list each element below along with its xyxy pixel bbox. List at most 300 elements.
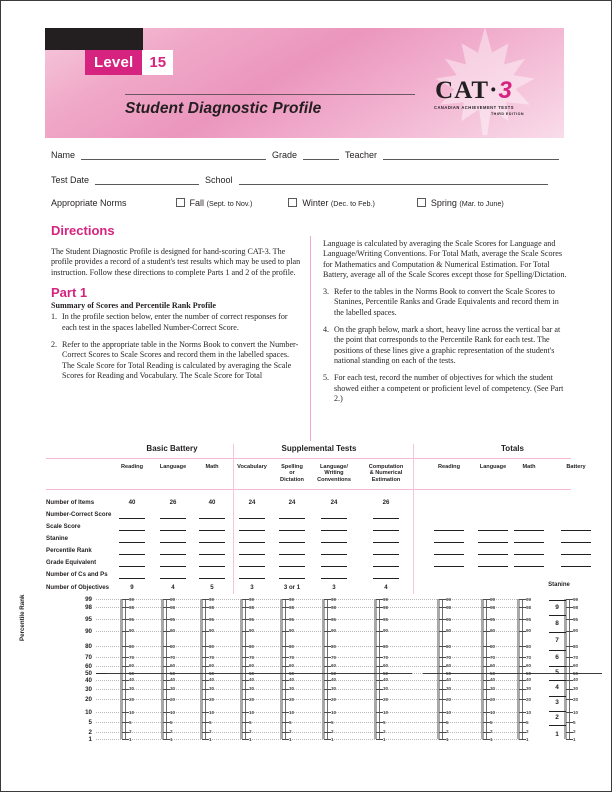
graph-tick-number: 90 [249, 628, 255, 634]
grade-input[interactable] [303, 148, 339, 160]
table-blank-entry[interactable] [239, 566, 265, 567]
graph-tick-number: 40 [490, 677, 496, 683]
form-row-name [51, 148, 566, 160]
graph-tick [324, 680, 331, 681]
graph-tick [122, 712, 129, 713]
table-blank-entry[interactable] [279, 542, 305, 543]
graph-tick-number: 95 [289, 616, 295, 622]
graph-column[interactable] [509, 591, 549, 743]
graph-column[interactable] [112, 591, 152, 743]
table-blank-entry[interactable] [119, 518, 145, 519]
graph-tick-number: 98 [289, 604, 295, 610]
column-header-line: Math [205, 464, 219, 470]
graph-tick [282, 699, 289, 700]
graph-tick [202, 680, 209, 681]
graph-tick-number: 1 [129, 736, 132, 742]
graph-tick [122, 599, 129, 600]
graph-tick-number: 1 [526, 736, 529, 742]
graph-tick [202, 599, 209, 600]
graph-tick-number: 10 [331, 709, 337, 715]
graph-tick-number: 60 [170, 663, 176, 669]
table-blank-entry[interactable] [279, 578, 305, 579]
test-date-label: Test Date [51, 175, 90, 185]
graph-tick [566, 739, 573, 740]
checkbox-winter[interactable] [288, 198, 297, 207]
table-blank-entry[interactable] [514, 542, 544, 543]
table-blank-entry[interactable] [373, 518, 399, 519]
graph-tick [282, 619, 289, 620]
graph-tick-number: 80 [249, 643, 255, 649]
graph-tick-number: 1 [209, 736, 212, 742]
direction-5-number: 5. [323, 373, 330, 383]
table-blank-entry[interactable] [321, 530, 347, 531]
graph-tick [163, 739, 170, 740]
percentile-tick-label: 30 [85, 685, 92, 693]
graph-tick [122, 680, 129, 681]
table-blank-entry[interactable] [239, 578, 265, 579]
table-blank-entry[interactable] [478, 530, 508, 531]
graph-column[interactable] [314, 591, 354, 743]
graph-tick [483, 607, 490, 608]
column-header-line: Conventions [317, 476, 351, 483]
graph-tick-number: 30 [573, 686, 579, 692]
graph-column[interactable] [192, 591, 232, 743]
graph-tick-number: 80 [170, 643, 176, 649]
table-blank-entry[interactable] [561, 542, 591, 543]
graph-tick-number: 90 [331, 628, 337, 634]
table-rule [46, 489, 571, 490]
graph-tick [439, 732, 446, 733]
table-cell-value: 3 or 1 [283, 584, 301, 591]
checkbox-spring[interactable] [417, 198, 426, 207]
table-cell-value: 5 [210, 584, 214, 591]
table-column-header [546, 464, 606, 470]
graph-tick-number: 80 [289, 643, 295, 649]
graph-tick [324, 739, 331, 740]
table-blank-entry[interactable] [119, 542, 145, 543]
graph-tick-number: 60 [331, 663, 337, 669]
table-blank-entry[interactable] [199, 566, 225, 567]
direction-3-text: Refer to the tables in the Norms Book to convert the Scale Scores to Stanines, Percentile Ranks and Grade Equivalents and record them in the labelled spaces. [334, 287, 559, 317]
logo-cat-text: CAT [435, 77, 490, 104]
form-row-date-school [51, 173, 566, 185]
table-blank-entry[interactable] [434, 530, 464, 531]
graph-tick [376, 631, 383, 632]
column-header-line: Vocabulary [237, 464, 267, 470]
table-blank-entry[interactable] [373, 554, 399, 555]
graph-tick [163, 712, 170, 713]
graph-tick-number: 98 [490, 604, 496, 610]
graph-tick-number: 1 [446, 736, 449, 742]
norm-option-winter[interactable] [288, 198, 374, 208]
percentile-tick-label: 10 [85, 709, 92, 717]
norm-fall-label: Fall [189, 198, 205, 208]
graph-tick [566, 631, 573, 632]
table-blank-entry[interactable] [561, 530, 591, 531]
graph-tick-number: 1 [490, 736, 493, 742]
graph-tick-number: 30 [129, 686, 135, 692]
table-blank-entry[interactable] [279, 554, 305, 555]
table-blank-entry[interactable] [199, 530, 225, 531]
graph-tick-number: 90 [209, 628, 215, 634]
table-cell-value: 3 [250, 584, 254, 591]
graph-tick [122, 607, 129, 608]
graph-tick-number: 98 [446, 604, 452, 610]
graph-tick-number: 5 [249, 719, 252, 725]
graph-tick [483, 666, 490, 667]
stanine-value: 1 [555, 731, 559, 739]
graph-tick-number: 2 [170, 729, 173, 735]
graph-tick [163, 666, 170, 667]
table-blank-entry[interactable] [373, 542, 399, 543]
graph-tick [324, 712, 331, 713]
table-blank-entry[interactable] [279, 530, 305, 531]
stanine-value: 4 [555, 683, 559, 691]
name-label: Name [51, 150, 76, 160]
graph-tick-number: 98 [526, 604, 532, 610]
graph-tick [439, 657, 446, 658]
graph-tick-number: 1 [249, 736, 252, 742]
graph-tick [439, 712, 446, 713]
graph-tick-number: 90 [129, 628, 135, 634]
graph-tick-number: 5 [209, 719, 212, 725]
graph-tick-number: 98 [249, 604, 255, 610]
graph-tick [439, 631, 446, 632]
stanine-divider [549, 615, 566, 616]
table-blank-entry[interactable] [561, 554, 591, 555]
table-blank-entry[interactable] [373, 566, 399, 567]
summary-heading: Summary of Scores and Percentile Rank Profile [51, 301, 217, 311]
test-date-input[interactable] [95, 173, 199, 185]
graph-tick [163, 619, 170, 620]
table-blank-entry[interactable] [478, 554, 508, 555]
graph-tick-number: 90 [526, 628, 532, 634]
graph-tick-number: 40 [446, 677, 452, 683]
graph-tick [202, 732, 209, 733]
table-blank-entry[interactable] [239, 518, 265, 519]
percentile-tick-label: 60 [85, 662, 92, 670]
graph-tick-number: 5 [446, 719, 449, 725]
table-blank-entry[interactable] [321, 566, 347, 567]
norm-winter-label: Winter [302, 198, 329, 208]
graph-column[interactable] [366, 591, 406, 743]
table-blank-entry[interactable] [119, 578, 145, 579]
table-group-header: Totals [501, 444, 524, 453]
graph-tick [202, 689, 209, 690]
graph-tick [519, 722, 526, 723]
table-blank-entry[interactable] [434, 554, 464, 555]
table-blank-entry[interactable] [239, 530, 265, 531]
graph-tick [242, 657, 249, 658]
table-cell-value: 26 [382, 499, 390, 506]
table-blank-entry[interactable] [199, 578, 225, 579]
graph-tick [163, 646, 170, 647]
graph-tick-number: 5 [490, 719, 493, 725]
graph-tick-number: 98 [209, 604, 215, 610]
table-blank-entry[interactable] [434, 566, 464, 567]
graph-tick-number: 98 [170, 604, 176, 610]
graph-tick-number: 99 [490, 596, 496, 602]
title-rule [125, 94, 415, 95]
graph-tick [282, 657, 289, 658]
graph-tick-number: 60 [129, 663, 135, 669]
graph-tick-number: 60 [209, 663, 215, 669]
table-blank-entry[interactable] [279, 566, 305, 567]
school-label: School [205, 175, 233, 185]
table-cell-value: 4 [171, 584, 175, 591]
graph-tick [376, 646, 383, 647]
graph-tick-number: 99 [129, 596, 135, 602]
graph-tick-number: 80 [526, 643, 532, 649]
table-blank-entry[interactable] [321, 578, 347, 579]
level-label: Level [85, 50, 142, 75]
graph-tick [324, 607, 331, 608]
table-blank-entry[interactable] [160, 566, 186, 567]
table-blank-entry[interactable] [561, 566, 591, 567]
table-blank-entry[interactable] [160, 530, 186, 531]
table-blank-entry[interactable] [199, 542, 225, 543]
graph-tick [483, 722, 490, 723]
norm-option-fall[interactable] [176, 198, 253, 208]
graph-tick-number: 2 [289, 729, 292, 735]
graph-tick [376, 722, 383, 723]
graph-tick [242, 607, 249, 608]
graph-tick-number: 80 [573, 643, 579, 649]
stanine-divider [549, 725, 566, 726]
graph-column[interactable] [153, 591, 193, 743]
graph-tick [324, 619, 331, 620]
table-row-label: Number of Objectives [46, 584, 109, 591]
stanine-value: 9 [555, 603, 559, 611]
table-blank-entry[interactable] [239, 554, 265, 555]
graph-tick-number: 30 [526, 686, 532, 692]
table-blank-entry[interactable] [160, 578, 186, 579]
table-blank-entry[interactable] [321, 542, 347, 543]
graph-tick [519, 646, 526, 647]
graph-tick [519, 739, 526, 740]
norm-winter-period: (Dec. to Feb.) [330, 199, 375, 208]
table-blank-entry[interactable] [239, 542, 265, 543]
graph-tick-number: 90 [289, 628, 295, 634]
graph-tick [483, 631, 490, 632]
graph-tick-number: 30 [490, 686, 496, 692]
table-blank-entry[interactable] [478, 566, 508, 567]
table-blank-entry[interactable] [478, 542, 508, 543]
graph-column[interactable] [232, 591, 272, 743]
graph-tick-number: 50 [170, 670, 176, 676]
graph-tick [566, 599, 573, 600]
graph-tick [439, 619, 446, 620]
graph-tick [483, 689, 490, 690]
score-summary-table [46, 444, 586, 594]
graph-column[interactable] [272, 591, 312, 743]
percentile-tick-label: 95 [85, 616, 92, 624]
graph-tick [376, 619, 383, 620]
graph-column[interactable] [473, 591, 513, 743]
directions-intro: The Student Diagnostic Profile is designed for hand-scoring CAT-3. The profile provides a record of a student's test results which may be used to plan instruction. Follow these directions to complete Parts 1 and 2 of the profile. [51, 247, 301, 277]
table-row-label: Scale Score [46, 523, 81, 530]
graph-tick-number: 60 [573, 663, 579, 669]
graph-tick-number: 10 [209, 709, 215, 715]
graph-tick-number: 70 [249, 654, 255, 660]
graph-tick [202, 722, 209, 723]
graph-tick-number: 98 [129, 604, 135, 610]
direction-1-text: In the profile section below, enter the number of correct responses for each test in the spaces labelled Number-Correct Score. [62, 312, 288, 332]
graph-tick [242, 666, 249, 667]
graph-tick-number: 50 [331, 670, 337, 676]
logo-subtitle-2: THIRD EDITION [490, 112, 524, 116]
graph-tick-number: 2 [490, 729, 493, 735]
table-cell-value: 24 [248, 499, 256, 506]
graph-tick-number: 70 [331, 654, 337, 660]
graph-tick-number: 20 [573, 696, 579, 702]
graph-tick [376, 712, 383, 713]
graph-tick [242, 619, 249, 620]
table-blank-entry[interactable] [279, 518, 305, 519]
graph-column[interactable] [429, 591, 469, 743]
table-blank-entry[interactable] [514, 566, 544, 567]
grade-label: Grade [272, 150, 298, 160]
graph-tick [376, 657, 383, 658]
graph-tick-number: 10 [526, 709, 532, 715]
graph-tick-number: 5 [526, 719, 529, 725]
graph-tick [163, 722, 170, 723]
graph-tick [439, 722, 446, 723]
graph-tick-number: 5 [129, 719, 132, 725]
graph-tick-number: 99 [331, 596, 337, 602]
column-header-line: Battery [566, 464, 586, 470]
column-header-line: Reading [120, 464, 144, 470]
graph-tick-number: 2 [446, 729, 449, 735]
stanine-divider [549, 666, 566, 667]
table-blank-entry[interactable] [119, 554, 145, 555]
graph-tick-number: 60 [490, 663, 496, 669]
stanine-divider [549, 680, 566, 681]
checkbox-fall[interactable] [176, 198, 185, 207]
table-blank-entry[interactable] [373, 530, 399, 531]
name-input[interactable] [81, 148, 266, 160]
graph-tick-number: 95 [331, 616, 337, 622]
table-blank-entry[interactable] [514, 530, 544, 531]
graph-tick-number: 99 [249, 596, 255, 602]
table-blank-entry[interactable] [434, 542, 464, 543]
graph-tick-number: 30 [383, 686, 389, 692]
graph-tick [519, 689, 526, 690]
graph-tick-number: 80 [209, 643, 215, 649]
stanine-value: 8 [555, 619, 559, 627]
graph-tick-number: 30 [331, 686, 337, 692]
graph-tick [282, 599, 289, 600]
graph-tick-number: 50 [249, 670, 255, 676]
table-blank-entry[interactable] [514, 554, 544, 555]
graph-tick-number: 1 [331, 736, 334, 742]
graph-tick [483, 646, 490, 647]
graph-tick-number: 95 [129, 616, 135, 622]
school-input[interactable] [239, 173, 548, 185]
graph-tick [483, 619, 490, 620]
graph-tick-number: 5 [573, 719, 576, 725]
graph-tick [202, 646, 209, 647]
table-blank-entry[interactable] [321, 554, 347, 555]
graph-tick-number: 60 [383, 663, 389, 669]
graph-tick-number: 10 [129, 709, 135, 715]
table-blank-entry[interactable] [119, 530, 145, 531]
graph-tick-number: 70 [446, 654, 452, 660]
teacher-input[interactable] [383, 148, 559, 160]
graph-tick-number: 70 [526, 654, 532, 660]
graph-tick [324, 732, 331, 733]
column-header-line: Dictation [280, 476, 304, 483]
logo-wordmark [410, 78, 538, 103]
graph-tick-number: 50 [573, 670, 579, 676]
percentile-tick-label: 50 [85, 670, 92, 678]
graph-tick [282, 732, 289, 733]
norm-option-spring[interactable] [417, 198, 504, 208]
percentile-tick-label: 70 [85, 654, 92, 662]
table-blank-entry[interactable] [373, 578, 399, 579]
graph-tick [566, 680, 573, 681]
stanine-value: 6 [555, 653, 559, 661]
table-blank-entry[interactable] [119, 566, 145, 567]
direction-2-number: 2. [51, 340, 58, 350]
graph-tick-number: 20 [209, 696, 215, 702]
graph-tick-number: 60 [446, 663, 452, 669]
graph-tick [376, 607, 383, 608]
graph-tick [324, 699, 331, 700]
graph-tick-number: 95 [446, 616, 452, 622]
column-header-line: Reading [437, 464, 461, 470]
percentile-tick-label: 80 [85, 643, 92, 651]
graph-tick [519, 732, 526, 733]
table-blank-entry[interactable] [160, 542, 186, 543]
cat3-logo [410, 78, 538, 116]
graph-tick [483, 657, 490, 658]
graph-tick-number: 10 [170, 709, 176, 715]
graph-tick [439, 689, 446, 690]
graph-tick [376, 666, 383, 667]
graph-tick [122, 699, 129, 700]
graph-tick [242, 631, 249, 632]
table-group-header: Basic Battery [146, 444, 198, 453]
graph-tick [282, 689, 289, 690]
graph-tick-number: 10 [490, 709, 496, 715]
graph-tick [519, 712, 526, 713]
direction-4-text: On the graph below, mark a short, heavy line across the vertical bar at the point that corresponds to the Percentile Rank for each test. The positions of these lines give a graphic representation of the student's national standing on each of the tests. [334, 325, 561, 365]
graph-tick [282, 680, 289, 681]
table-blank-entry[interactable] [160, 554, 186, 555]
table-row-label: Stanine [46, 535, 69, 542]
graph-tick-number: 40 [573, 677, 579, 683]
table-blank-entry[interactable] [199, 554, 225, 555]
table-blank-entry[interactable] [199, 518, 225, 519]
table-cell-value: 26 [169, 499, 177, 506]
graph-tick-number: 95 [249, 616, 255, 622]
graph-tick-number: 2 [129, 729, 132, 735]
graph-tick-number: 80 [331, 643, 337, 649]
table-blank-entry[interactable] [160, 518, 186, 519]
graph-tick [324, 689, 331, 690]
graph-tick-number: 5 [170, 719, 173, 725]
table-blank-entry[interactable] [321, 518, 347, 519]
graph-tick [242, 689, 249, 690]
graph-tick-number: 2 [249, 729, 252, 735]
graph-tick [122, 646, 129, 647]
graph-tick [324, 722, 331, 723]
table-cell-value: 40 [128, 499, 136, 506]
table-cell-value: 40 [208, 499, 216, 506]
level-badge [85, 50, 173, 75]
table-row-label: Percentile Rank [46, 547, 92, 554]
